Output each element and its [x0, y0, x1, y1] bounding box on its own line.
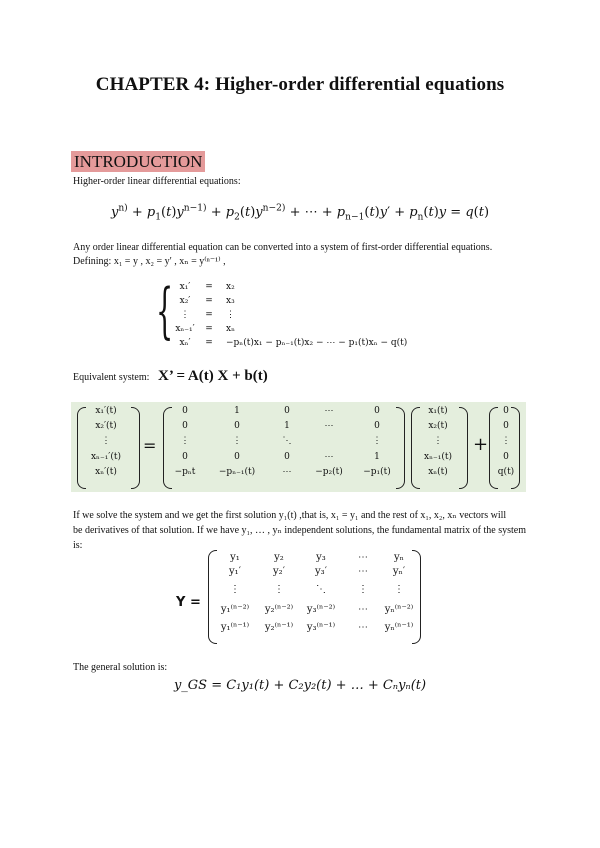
matrix-a-entry: 0	[234, 452, 240, 462]
matrix-a-entry: ⋯	[324, 452, 334, 462]
system-brace: {	[156, 276, 174, 346]
fundamental-matrix-label: Y =	[176, 595, 201, 610]
matrix-a-entry: −p₁(t)	[363, 467, 391, 477]
system-row-rhs: −pₙ(t)x₁ − pₙ₋₁(t)x₂ − ⋯ − p₁(t)xₙ − q(t)	[226, 338, 408, 348]
system-row-rhs: x₂	[226, 282, 235, 292]
system-row-lhs: ⋮	[180, 310, 190, 320]
paragraph-1-line-2: Defining: x₁ = y , x₂ = y′ , xₙ = y⁽ⁿ⁻¹⁾ ,	[73, 256, 226, 267]
matrix-y-entry: ⋯	[358, 622, 368, 633]
matrix-a-entry: 0	[182, 452, 188, 462]
lhs-vector-entry: x₂′(t)	[95, 421, 117, 431]
matrix-a-entry: ⋯	[324, 421, 334, 431]
matrix-a-entry: ⋮	[180, 436, 190, 446]
matrix-a-entry: ⋱	[282, 436, 292, 446]
matrix-a-entry: ⋯	[324, 406, 334, 416]
matrix-a-entry: −pₙ₋₁(t)	[218, 467, 256, 477]
matrix-y-entry: y₁⁽ⁿ⁻²⁾	[220, 604, 250, 615]
matrix-a-entry: 0	[374, 406, 380, 416]
section-heading: INTRODUCTION	[71, 151, 205, 172]
matrix-y-entry: y₁′	[229, 566, 241, 577]
matrix-a-entry: ⋮	[232, 436, 242, 446]
intro-label: Higher-order linear differential equations:	[73, 176, 241, 187]
matrix-a-entry: 0	[234, 421, 240, 431]
matrix-y-entry: ⋯	[358, 552, 368, 563]
system-row-lhs: x₁′	[179, 282, 191, 292]
matrix-y-entry: yₙ′	[392, 566, 406, 577]
matrix-y-entry: ⋱	[316, 584, 326, 595]
matrix-y-entry: ⋯	[358, 604, 368, 615]
matrix-y-entry: y₃′	[315, 566, 327, 577]
plus-sign: +	[473, 434, 489, 455]
matrix-y-entry: ⋯	[358, 566, 368, 577]
system-row-rhs: x₃	[226, 296, 235, 306]
matrix-y-entry: ⋮	[358, 584, 368, 595]
matrix-y-entry: y₂⁽ⁿ⁻¹⁾	[264, 622, 294, 633]
system-row-rhs: ⋮	[226, 310, 235, 320]
lhs-vector-entry: xₙ′(t)	[95, 467, 117, 477]
system-row-lhs: xₙ₋₁′	[175, 324, 195, 334]
matrix-a-entry: 0	[374, 421, 380, 431]
matrix-a-entry: 0	[284, 452, 290, 462]
lhs-vector-entry: ⋮	[101, 436, 111, 446]
system-row-equals: =	[205, 282, 213, 292]
lhs-vector-right-paren	[131, 407, 140, 489]
general-solution-text: y_GS = C₁y₁(t) + C₂y₂(t) + … + Cₙyₙ(t)	[173, 678, 427, 693]
matrix-a-entry: 0	[182, 421, 188, 431]
matrix-a-entry: −p₂(t)	[315, 467, 343, 477]
first-order-system	[156, 276, 456, 352]
matrix-y-entry: y₃⁽ⁿ⁻¹⁾	[306, 622, 336, 633]
matrix-y-entry: ⋮	[274, 584, 284, 595]
x-vector-entry: xₙ(t)	[428, 467, 448, 477]
matrix-y-entry: y₂′	[273, 566, 285, 577]
matrix-a-entry: ⋯	[282, 467, 292, 477]
system-row-lhs: x₂′	[179, 296, 191, 306]
paragraph-2-line-1: If we solve the system and we get the first solution y₁(t) ,that is, x₁ = y₁ and the rest of x₁, x₂, xₙ vectors will	[73, 510, 507, 521]
system-row-lhs: xₙ′	[179, 338, 191, 348]
matrix-y-entry: yₙ⁽ⁿ⁻¹⁾	[384, 622, 414, 633]
matrix-equation-box	[71, 402, 526, 492]
page-title: CHAPTER 4: Higher-order differential equations	[95, 74, 505, 95]
x-vector-entry: ⋮	[433, 436, 443, 446]
matrix-y-entry: y₃	[316, 552, 326, 563]
matrix-y-entry: ⋮	[394, 584, 404, 595]
matrix-y-entry: yₙ⁽ⁿ⁻²⁾	[384, 604, 414, 615]
matrix-a-entry: ⋮	[372, 436, 382, 446]
paragraph-1-line-1: Any order linear differential equation can be converted into a system of first-order differential equations.	[73, 242, 493, 253]
x-vector-entry: xₙ₋₁(t)	[424, 452, 452, 462]
x-vector-entry: x₁(t)	[428, 406, 448, 416]
matrix-y-entry: y₁	[230, 552, 240, 563]
system-row-equals: =	[205, 296, 213, 306]
matrix-y-entry: ⋮	[230, 584, 240, 595]
paragraph-2-line-2: be derivatives of that solution. If we have y₁, … , yₙ independent solutions, the fundamental matrix of the system	[73, 525, 526, 536]
b-vector-entry: q(t)	[497, 467, 515, 477]
matrix-a-entry: 1	[374, 452, 380, 462]
b-vector-entry: 0	[503, 452, 509, 462]
b-vector-entry: 0	[503, 421, 509, 431]
equivalent-system-label: Equivalent system:	[73, 372, 150, 383]
matrix-a-entry: 0	[182, 406, 188, 416]
lhs-vector-entry: xₙ₋₁′(t)	[90, 452, 121, 462]
matrix-y-entry: y₂	[274, 552, 284, 563]
system-row-equals: =	[205, 324, 213, 334]
b-vector-entry: ⋮	[501, 436, 511, 446]
main-differential-equation: $y^{n)} + p_1(t)y^{n-1)} + p_2(t)y^{n-2)}$ + ⋯ + $p_{n-1}(t)y' + p_n(t)y = q(t)$	[110, 203, 490, 223]
system-row-rhs: xₙ	[226, 324, 235, 334]
equals-sign: =	[143, 436, 157, 455]
matrix-a-entry: −pₙt	[174, 467, 196, 477]
b-vector-entry: 0	[503, 406, 509, 416]
matrix-a-entry: 0	[284, 406, 290, 416]
system-row-equals: =	[205, 338, 213, 348]
x-vector-entry: x₂(t)	[428, 421, 448, 431]
matrix-a-entry: 1	[234, 406, 240, 416]
matrix-y-entry: y₂⁽ⁿ⁻²⁾	[264, 604, 294, 615]
matrix-y-entry: y₁⁽ⁿ⁻¹⁾	[220, 622, 250, 633]
general-solution-equation	[0, 678, 600, 693]
system-row-equals: =	[205, 310, 213, 320]
matrix-y-entry: yₙ	[394, 552, 404, 563]
general-solution-label: The general solution is:	[73, 662, 168, 673]
matrix-y-entry: y₃⁽ⁿ⁻²⁾	[306, 604, 336, 615]
lhs-vector-entry: x₁′(t)	[95, 406, 117, 416]
fundamental-matrix	[208, 550, 428, 645]
equivalent-system-equation: X’ = A(t) X + b(t)	[158, 368, 268, 384]
paragraph-2-line-3: is:	[73, 540, 83, 551]
matrix-a-entry: 1	[284, 421, 290, 431]
